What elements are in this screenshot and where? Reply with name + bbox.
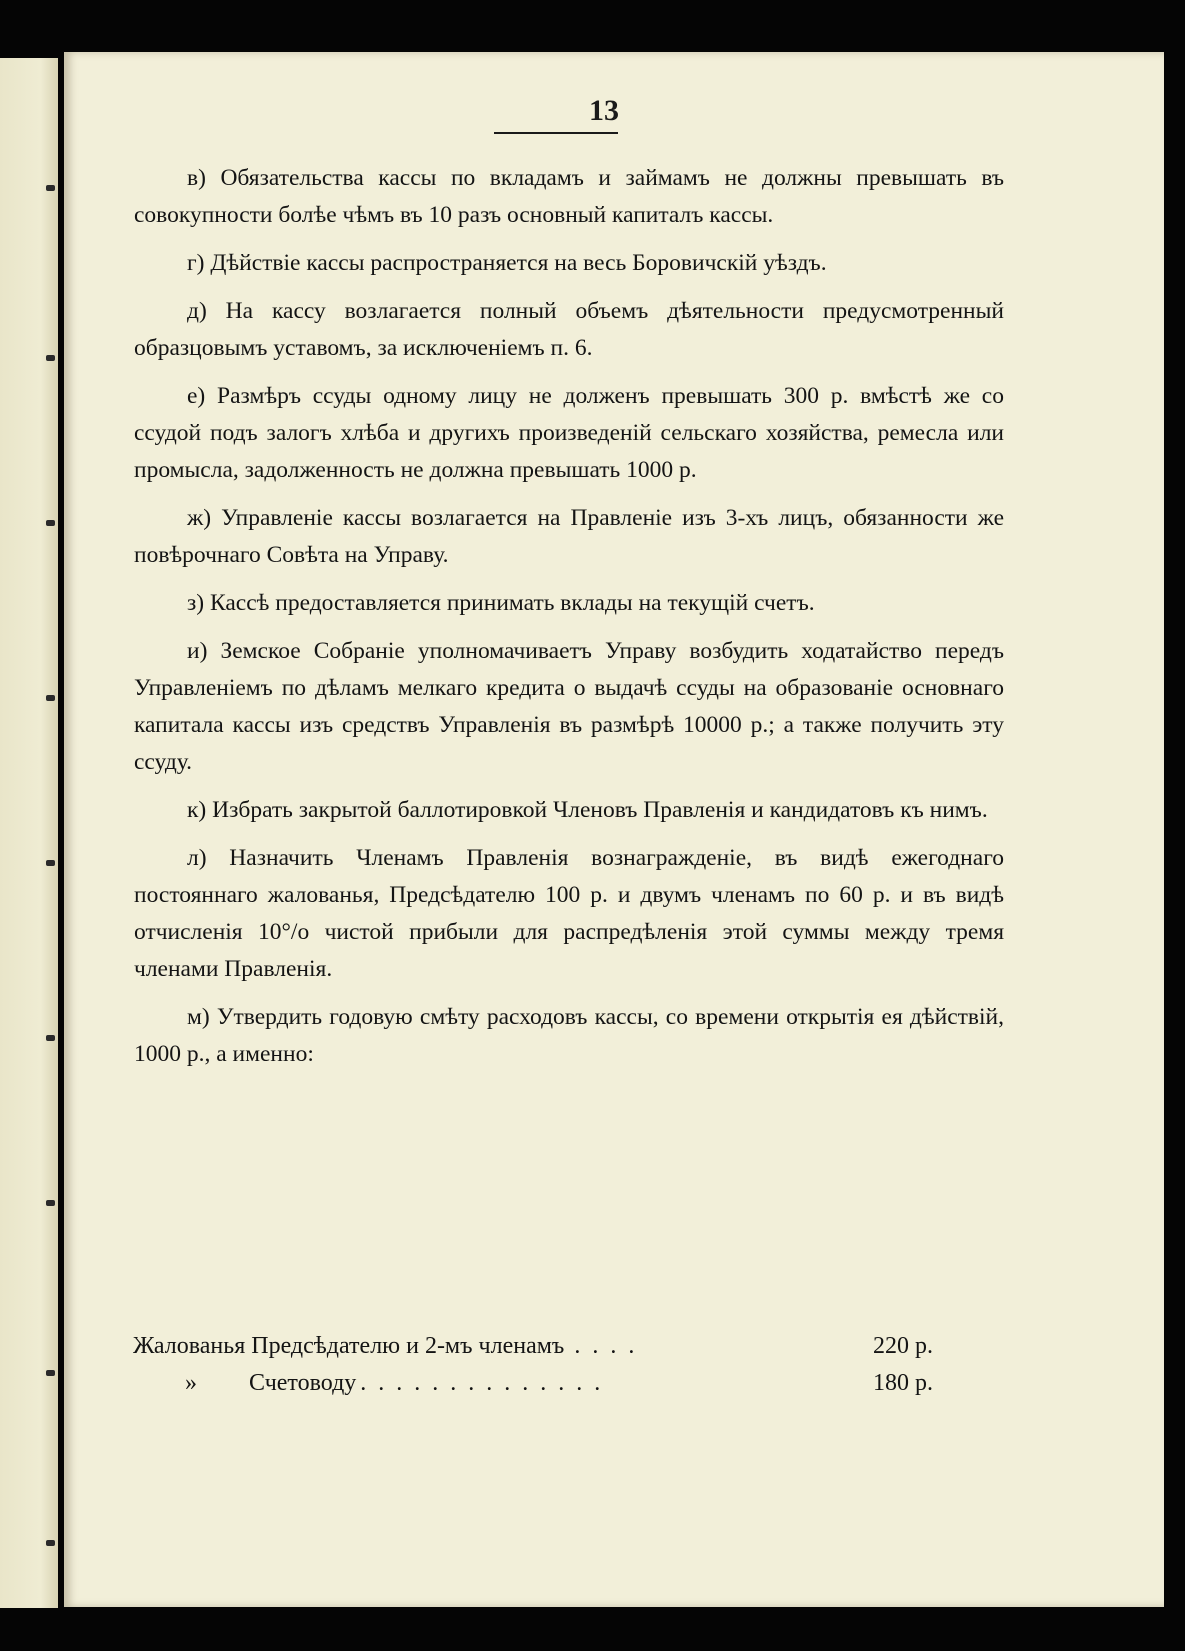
expense-row [133,1365,933,1402]
paragraph-i: и) Земское Собраніе уполномачиваетъ Управу возбудить ходатайство передъ Управленіемъ по дѣламъ мелкаго кредита о выдачѣ ссуды на образованіе основнаго капитала кассы изъ средствъ Управленія въ размѣрѣ 10000 р.; а также получить эту ссуду. [134,638,1004,775]
leader-dots: . . . . . . . . . . . . . . [360,1370,604,1396]
ditto-mark: » [185,1370,197,1396]
page-number-rule [494,132,618,134]
paragraph-d: д) На кассу возлагается полный объемъ дѣятельности предусмотренный образцовымъ уставомъ, за исключеніемъ п. 6. [134,298,1004,361]
expense-label: Счетоводу [249,1370,357,1396]
page-number: 13 [589,94,619,127]
paragraph-k: к) Избрать закрытой баллотировкой Членовъ Правленія и кандидатовъ къ нимъ. [187,797,988,823]
paragraph-l: л) Назначить Членамъ Правленія вознагражденіе, въ видѣ ежегоднаго постояннаго жалованья, Предсѣдателю 100 р. и двумъ членамъ по 60 р. и въ видѣ отчисленія 10°/о чистой прибыли для распредѣленія этой суммы между тремя членами Правленія. [134,845,1004,982]
leader-dots: . . . . [574,1333,638,1359]
expense-amount: 220 р. [873,1333,933,1359]
paragraph-zh: ж) Управленіе кассы возлагается на Правленіе изъ 3-хъ лицъ, обязанности же повѣрочнаго Совѣта на Управу. [134,505,1004,568]
paragraph-v: в) Обязательства кассы по вкладамъ и займамъ не должны превышать въ совокупности болѣе чѣмъ въ 10 разъ основный капиталъ кассы. [134,165,1004,228]
paragraph-m: м) Утвердить годовую смѣту расходовъ кассы, со времени открытія ея дѣйствій, 1000 р., а именно: [134,1004,1004,1067]
expense-amount: 180 р. [873,1370,933,1396]
paragraph-z: з) Кассѣ предоставляется принимать вклады на текущій счетъ. [187,590,815,616]
expense-label: Жалованья Предсѣдателю и 2-мъ членамъ [133,1333,565,1359]
binding-stitches [44,90,58,1590]
paragraph-e: е) Размѣръ ссуды одному лицу не долженъ превышать 300 р. вмѣстѣ же со ссудой подъ залогъ хлѣба и другихъ произведеній сельскаго хозяйства, ремесла или промысла, задолженность не должна превышать 1000 р. [134,383,1004,483]
body-text [134,160,1004,1084]
paragraph-g: г) Дѣйствіе кассы распространяется на весь Боровичскій уѣздъ. [187,250,827,276]
expense-list [133,1328,933,1402]
expense-row [133,1328,933,1365]
